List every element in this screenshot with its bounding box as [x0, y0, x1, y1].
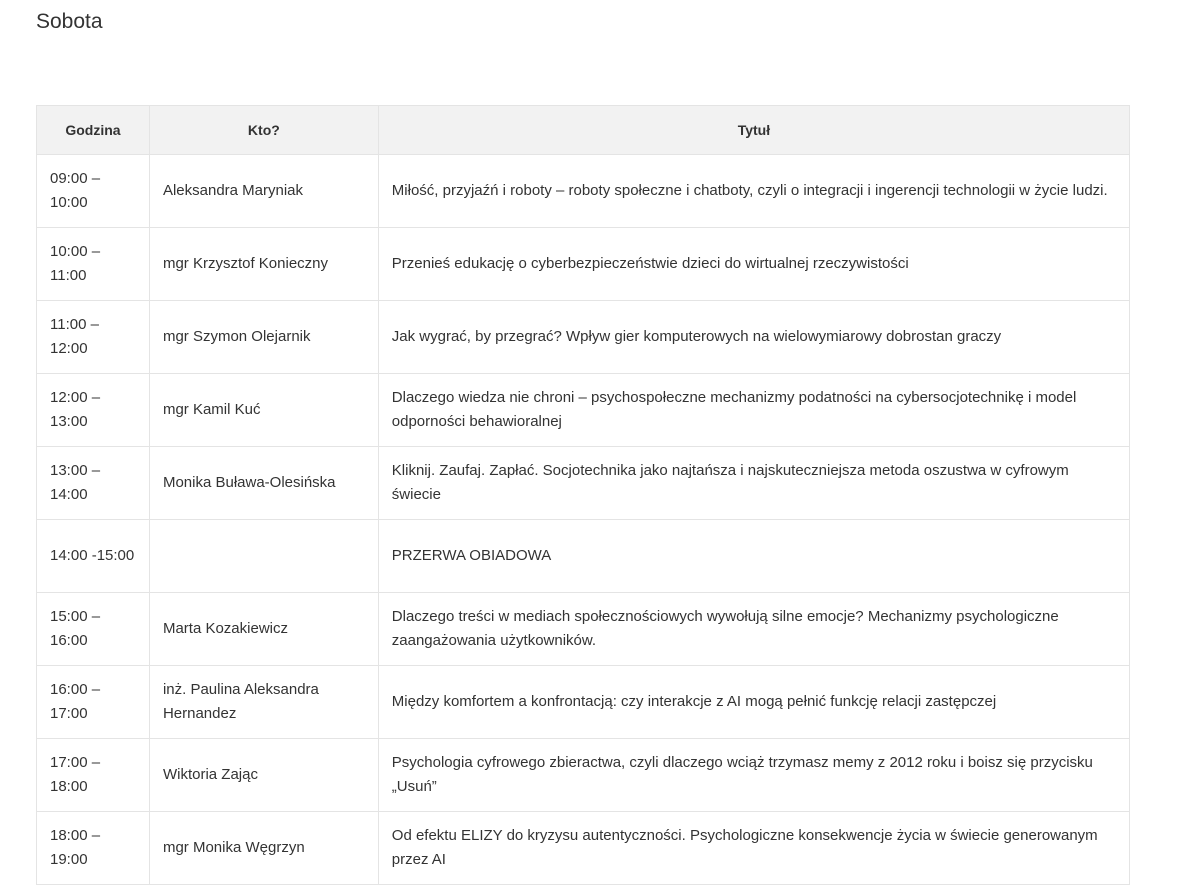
schedule-body: [37, 155, 1130, 885]
header-speaker: Kto?: [149, 106, 378, 155]
table-row: [37, 301, 1130, 374]
speaker-cell: [149, 520, 378, 593]
time-cell: 17:00 – 18:00: [37, 739, 150, 812]
table-row: [37, 593, 1130, 666]
speaker-cell: Marta Kozakiewicz: [149, 593, 378, 666]
speaker-cell: inż. Paulina Aleksandra Hernandez: [149, 666, 378, 739]
table-row: [37, 155, 1130, 228]
table-row: [37, 447, 1130, 520]
header-row: [37, 106, 1130, 155]
speaker-cell: mgr Szymon Olejarnik: [149, 301, 378, 374]
header-title: Tytuł: [378, 106, 1129, 155]
table-row: [37, 374, 1130, 447]
time-cell: 14:00 -15:00: [37, 520, 150, 593]
time-cell: 15:00 – 16:00: [37, 593, 150, 666]
table-row: [37, 812, 1130, 885]
time-cell: 10:00 – 11:00: [37, 228, 150, 301]
title-cell: Jak wygrać, by przegrać? Wpływ gier komputerowych na wielowymiarowy dobrostan graczy: [378, 301, 1129, 374]
title-cell: Miłość, przyjaźń i roboty – roboty społeczne i chatboty, czyli o integracji i ingerencji technologii w życie ludzi.: [378, 155, 1129, 228]
time-cell: 09:00 – 10:00: [37, 155, 150, 228]
time-cell: 18:00 – 19:00: [37, 812, 150, 885]
table-row: [37, 520, 1130, 593]
table-row: [37, 228, 1130, 301]
title-cell: Między komfortem a konfrontacją: czy interakcje z AI mogą pełnić funkcję relacji zastępczej: [378, 666, 1129, 739]
time-cell: 13:00 – 14:00: [37, 447, 150, 520]
speaker-cell: Wiktoria Zając: [149, 739, 378, 812]
time-cell: 11:00 – 12:00: [37, 301, 150, 374]
table-row: [37, 739, 1130, 812]
speaker-cell: mgr Monika Węgrzyn: [149, 812, 378, 885]
title-cell: Dlaczego treści w mediach społecznościowych wywołują silne emocje? Mechanizmy psychologiczne zaangażowania użytkowników.: [378, 593, 1129, 666]
day-heading: Sobota: [36, 10, 103, 33]
time-cell: 16:00 – 17:00: [37, 666, 150, 739]
header-time: Godzina: [37, 106, 150, 155]
title-cell: Kliknij. Zaufaj. Zapłać. Socjotechnika jako najtańsza i najskuteczniejsza metoda oszustwa w cyfrowym świecie: [378, 447, 1129, 520]
speaker-cell: Monika Buława-Olesińska: [149, 447, 378, 520]
schedule-header: [37, 106, 1130, 155]
title-cell: Przenieś edukację o cyberbezpieczeństwie dzieci do wirtualnej rzeczywistości: [378, 228, 1129, 301]
speaker-cell: mgr Krzysztof Konieczny: [149, 228, 378, 301]
table-row: [37, 666, 1130, 739]
title-cell: Psychologia cyfrowego zbieractwa, czyli dlaczego wciąż trzymasz memy z 2012 roku i boisz się przycisku „Usuń”: [378, 739, 1129, 812]
schedule-table: [36, 105, 1130, 885]
title-cell: PRZERWA OBIADOWA: [378, 520, 1129, 593]
title-cell: Dlaczego wiedza nie chroni – psychospołeczne mechanizmy podatności na cybersocjotechnikę i model odporności behawioralnej: [378, 374, 1129, 447]
speaker-cell: mgr Kamil Kuć: [149, 374, 378, 447]
title-cell: Od efektu ELIZY do kryzysu autentyczności. Psychologiczne konsekwencje życia w świecie generowanym przez AI: [378, 812, 1129, 885]
time-cell: 12:00 – 13:00: [37, 374, 150, 447]
speaker-cell: Aleksandra Maryniak: [149, 155, 378, 228]
